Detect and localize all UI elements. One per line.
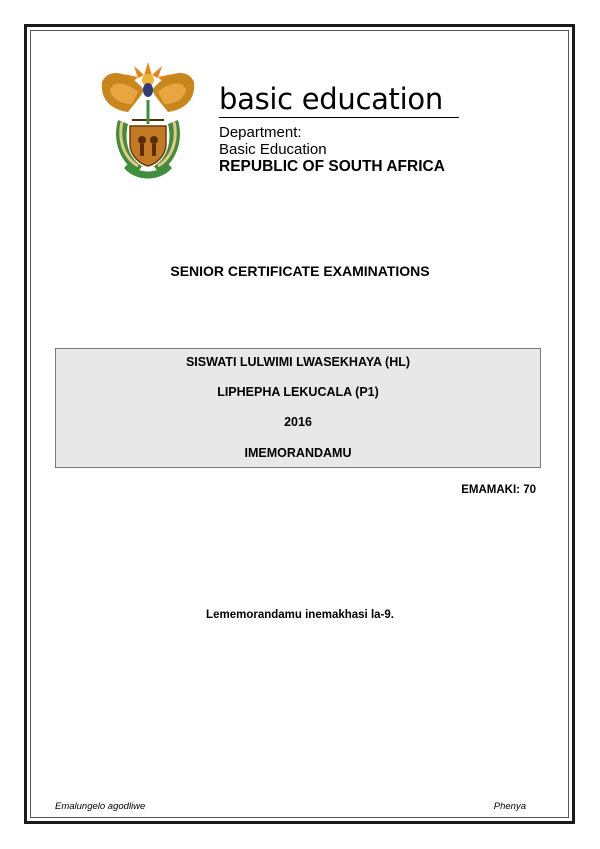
page-count-note: Lememorandamu inemakhasi la-9.: [206, 609, 394, 621]
country-name: REPUBLIC OF SOUTH AFRICA: [219, 158, 445, 175]
exam-title: SENIOR CERTIFICATE EXAMINATIONS: [170, 263, 430, 279]
document-type: IMEMORANDAMU: [244, 446, 352, 460]
south-africa-coat-of-arms-icon: [98, 60, 198, 185]
subject-name: SISWATI LULWIMI LWASEKHAYA (HL): [185, 355, 411, 369]
subject-box: [55, 348, 541, 468]
brand-block: [219, 82, 459, 175]
exam-year: 2016: [284, 415, 312, 429]
paper-name: LIPHEPHA LEKUCALA (P1): [217, 385, 379, 399]
department-label: Department:: [219, 124, 302, 141]
total-marks: EMAMAKI: 70: [461, 484, 536, 496]
copyright-footer: Emalungelo agodliwe: [55, 801, 146, 812]
turn-over-footer: Phenya: [493, 801, 526, 812]
department-name: Basic Education: [219, 141, 327, 158]
brand-title: basic education: [219, 82, 443, 116]
brand-rule: [219, 117, 459, 118]
